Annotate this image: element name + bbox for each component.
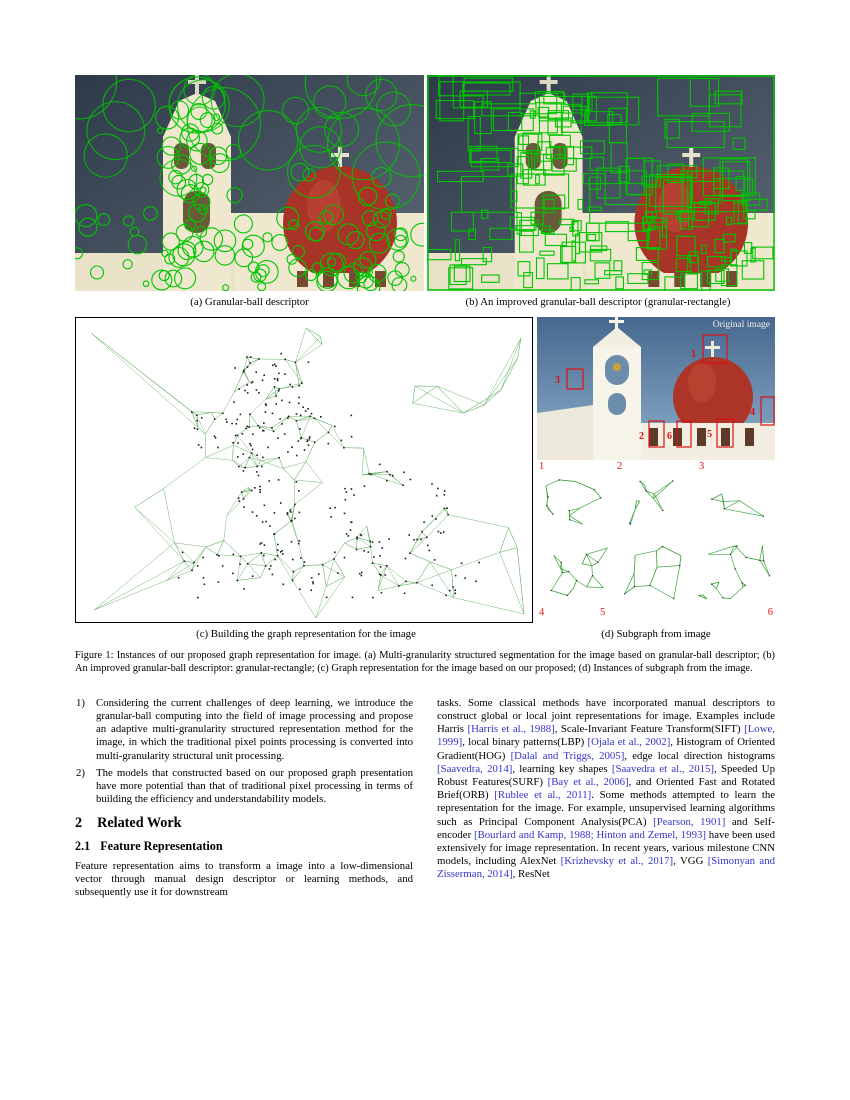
svg-text:4: 4 [750, 407, 755, 418]
subfigure-c-graph-image [75, 317, 533, 623]
subgraph-number-5: 5 [600, 607, 606, 618]
subgraph-5-image [619, 542, 691, 604]
subcaption-d: (d) Subgraph from image [601, 628, 711, 640]
citation-link[interactable]: [Lowe, 1999] [437, 723, 775, 749]
svg-text:5: 5 [707, 429, 712, 440]
subcaption-a: (a) Granular-ball descriptor [190, 296, 309, 308]
related-work-paragraph [437, 697, 775, 882]
subfigure-d [537, 317, 775, 623]
figure-top-row [75, 75, 775, 291]
text-segment: , local binary patterns(LBP) [462, 736, 588, 749]
feature-representation-paragraph: Feature representation aims to transform a image into a low-dimensional vector through manual design descriptor or learning methods, and subsequently use it for downstream [75, 859, 413, 899]
citation-link[interactable]: [Krizhevsky et al., 2017] [560, 855, 674, 868]
figure-caption: Figure 1: Instances of our proposed graph representation for image. (a) Multi-granularity structured segmentation for the image based on granular-ball descriptor; (b) An improved granular-ball descriptor: granular-rectangle; (c) Graph representation for the image based on our proposed; (d) Instances of subgraph from the image. [75, 650, 775, 675]
figure-bottom-row [75, 317, 775, 623]
left-column [75, 697, 413, 900]
section-number: 2 [75, 815, 83, 832]
svg-text:1: 1 [691, 349, 696, 360]
subgraph-number-3: 3 [699, 461, 705, 472]
section-title: Related Work [97, 815, 182, 832]
text-segment: , and Oriented Fast and Rotated Brief(ORB) [437, 776, 775, 802]
subgraph-number-1: 1 [539, 461, 545, 472]
subgraph-2-image [619, 473, 691, 529]
subgraph-number-2: 2 [617, 461, 623, 472]
citation-link[interactable]: [Bay et al., 2006] [547, 776, 629, 789]
subgraph-number-4: 4 [539, 607, 545, 618]
body-columns [75, 697, 775, 900]
text-segment: tasks. Some classical methods have incorporated manual descriptors to construct global or local joint representations for image. Examples include Harris [437, 696, 775, 736]
svg-text:3: 3 [555, 375, 560, 386]
subgraph-6-image [695, 538, 773, 604]
text-segment: , ResNet [512, 868, 550, 881]
original-image [537, 317, 775, 460]
subcaption-b: (b) An improved granular-ball descriptor (granular-rectangle) [465, 296, 731, 308]
subsection-title: Feature Representation [100, 838, 223, 853]
list-marker-1: 1) [76, 696, 85, 709]
text-segment: have been used extensively for image representation. In recent years, various milestone CNN models, including AlexNet [437, 828, 775, 868]
section-heading-related-work [75, 817, 413, 830]
subgraph-panel [537, 460, 775, 623]
svg-text:6: 6 [667, 431, 672, 442]
subgraph-3-image [697, 473, 771, 529]
contribution-item-1 [75, 697, 413, 763]
page-content [75, 75, 775, 899]
text-segment: and Self-encoder [437, 815, 775, 841]
subfigure-b-granular-rectangle-image [427, 75, 775, 291]
svg-text:2: 2 [639, 431, 644, 442]
subsection-heading-feature-representation [75, 840, 413, 853]
citation-link[interactable]: [Rublee et al., 2011] [494, 789, 592, 802]
text-segment: , edge local direction histograms [624, 749, 775, 762]
text-segment: , Speeded Up Robust Features(SURF) [437, 762, 776, 789]
citation-link[interactable]: [Ojala et al., 2002] [587, 736, 671, 749]
text-segment: . Some methods attempted to learn the representation for the image. For example, unsupervised learning algorithms such as Principal Component Analysis(PCA) [437, 789, 776, 828]
subsection-number: 2.1 [75, 838, 91, 853]
citation-link[interactable]: [Saavedra et al., 2015] [611, 762, 714, 775]
list-marker-2: 2) [76, 766, 85, 779]
subcaption-row-top [75, 296, 775, 308]
figure-1 [75, 75, 775, 640]
subgraph-4-image [541, 544, 613, 604]
subgraph-1-image [541, 473, 613, 529]
text-segment: , Scale-Invariant Feature Transform(SIFT) [554, 723, 745, 736]
citation-link[interactable]: [Saavedra, 2014] [437, 762, 513, 775]
contribution-item-1-text: Considering the current challenges of deep learning, we introduce the granular-ball computing into the field of image processing and propose an adaptive multi-granularity structured representation method for the image, in which the traditional pixel points processing is converted into multi-granularity structural unit processing. [96, 696, 413, 762]
original-image-label: Original image [712, 320, 770, 330]
contribution-item-2 [75, 767, 413, 807]
subcaption-row-bottom [75, 628, 775, 640]
citation-link[interactable]: [Harris et al., 1988] [467, 723, 555, 736]
text-segment: , Histogram of Oriented Gradient(HOG) [437, 736, 775, 762]
citation-link[interactable]: [Bourlard and Kamp, 1988; Hinton and Zemel, 1993] [473, 828, 706, 841]
right-column [437, 697, 775, 900]
original-image-wrap [537, 317, 775, 460]
subfigure-a-granular-ball-image [75, 75, 424, 291]
citation-link[interactable]: [Dalal and Triggs, 2005] [510, 749, 625, 762]
citation-link[interactable]: [Pearson, 1901] [653, 815, 726, 828]
subcaption-c: (c) Building the graph representation for the image [196, 628, 416, 640]
contribution-item-2-text: The models that constructed based on our proposed graph presentation have more potential than that of traditional pixel processing in terms of building the efficiency and understandability models. [96, 766, 413, 806]
text-segment: , learning key shapes [512, 762, 612, 775]
text-segment: , VGG [673, 855, 708, 868]
subgraph-number-6: 6 [767, 607, 773, 618]
citation-link[interactable]: [Simonyan and Zisserman, 2014] [437, 855, 775, 881]
